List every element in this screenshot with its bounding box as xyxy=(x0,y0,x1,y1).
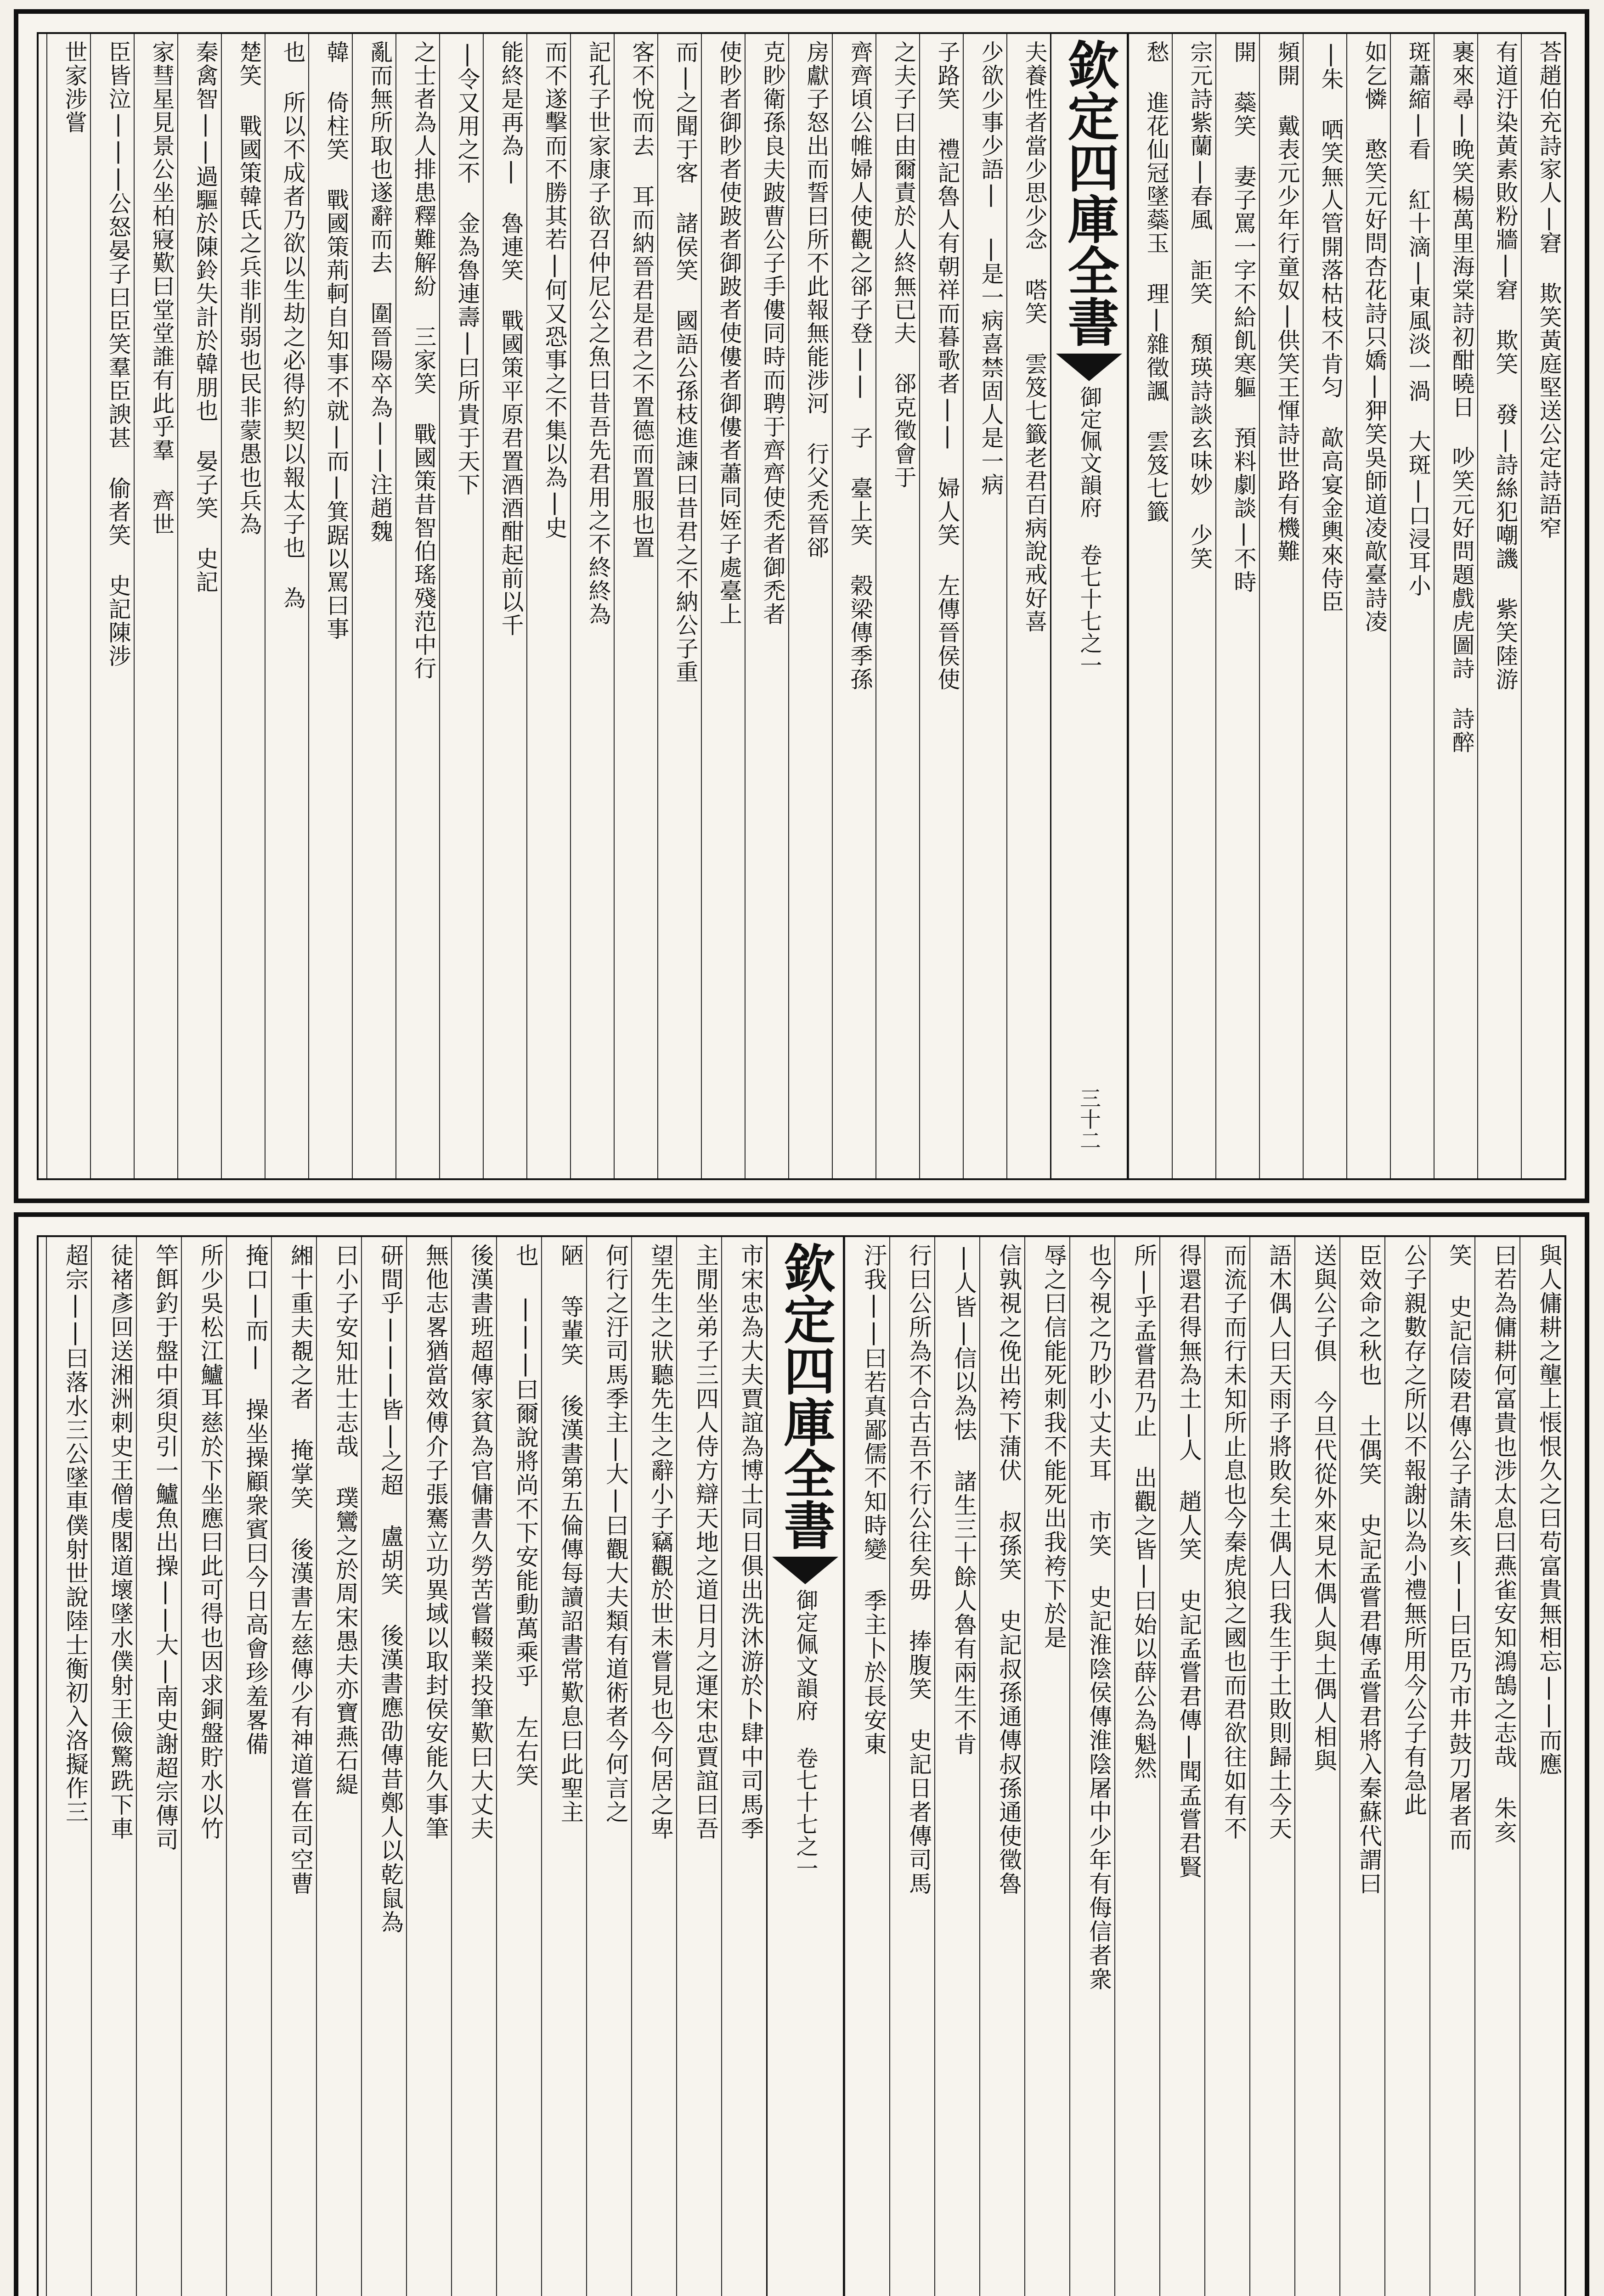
text-column: 秦禽智||過驅於陳鈴失計於韓朋也 晏子笑 史記 xyxy=(177,34,221,1178)
top-page-columns xyxy=(46,34,1564,1178)
text-column: 陋 等輩笑 後漢書第五倫傳每讀詔書常歎息曰此聖主 xyxy=(541,1237,586,2296)
text-column: 如乞憐 憨笑元好問杏花詩只嬌|狎笑吳師道凌歊臺詩凌 xyxy=(1346,34,1390,1178)
text-column: 楚笑 戰國策韓氏之兵非削弱也民非蒙愚也兵為 xyxy=(221,34,265,1178)
banner-subtitle: 御定佩文韻府 卷七十七之一 xyxy=(1076,386,1102,676)
text-column: 韓 倚柱笑 戰國策荊軻自知事不就|而|箕踞以罵曰事 xyxy=(308,34,352,1178)
fishtail-mark xyxy=(772,1557,838,1584)
fishtail-mark xyxy=(1056,354,1122,381)
text-column: 使眇者御眇者使跛者御跛者使僂者御僂者蕭同姪子處臺上 xyxy=(701,34,745,1178)
text-column: 曰小子安知壯士志哉 璞鸞之於周宋愚夫亦寶燕石緹 xyxy=(316,1237,361,2296)
text-column: 世家涉嘗 xyxy=(46,34,90,1178)
text-column: 家彗星見景公坐柏寢歎曰堂堂誰有此乎羣 齊世 xyxy=(134,34,177,1178)
text-column: 緗十重夫覩之者 掩掌笑 後漢書左慈傳少有神道嘗在司空曹 xyxy=(271,1237,316,2296)
top-page-frame xyxy=(37,32,1566,1180)
text-column: 裹來尋|晚笑楊萬里海棠詩初酣曉日 吵笑元好問題戲虎圖詩 詩醉 xyxy=(1434,34,1477,1178)
text-column: 也 所以不成者乃欲以生劫之必得約契以報太子也 為 xyxy=(265,34,308,1178)
text-column: 亂而無所取也遂辭而去 圍晉陽卒為||注趙魏 xyxy=(352,34,395,1178)
text-column: 有道汙染黃素敗粉牆|窘 欺笑 發|詩絲犯嘲譏 紫笑陸游 xyxy=(1477,34,1521,1178)
text-column: 子路笑 禮記魯人有朝祥而暮歌者|| 婦人笑 左傳晉侯使 xyxy=(919,34,963,1178)
text-column: 徒褚彥回送湘洲刺史王僧虔閣道壞墜水僕射王儉驚跣下車 xyxy=(91,1237,136,2296)
text-column: 何行之汙司馬季主|大|曰觀大夫類有道術者今何言之 xyxy=(586,1237,631,2296)
text-column: 也今視之乃眇小丈夫耳 市笑 史記淮陰侯傳淮陰屠中少年有侮信者衆 xyxy=(1069,1237,1114,2296)
text-column: 房獻子怒出而誓曰所不此報無能涉河 行父禿晉郤 xyxy=(788,34,832,1178)
text-column: 宗元詩紫蘭|春風 詎笑 頽瑛詩談玄味妙 少笑 xyxy=(1172,34,1215,1178)
text-column: 行曰公所為不合古吾不行公往矣毋 捧腹笑 史記日者傳司馬 xyxy=(889,1237,934,2296)
top-page xyxy=(14,9,1589,1203)
banner-title: 欽定四庫全書 xyxy=(1059,39,1119,347)
text-column: 所少吳松江鱸耳慈於下坐應曰此可得也因求銅盤貯水以竹 xyxy=(181,1237,226,2296)
text-column: 與人傭耕之壟上悵恨久之曰苟富貴無相忘||而應 xyxy=(1519,1237,1564,2296)
text-column: 汙我||曰若真鄙儒不知時變 季主卜於長安東 xyxy=(844,1237,889,2296)
text-column: 荅趙伯充詩家人|窘 欺笑黃庭堅送公定詩語窄 xyxy=(1521,34,1564,1178)
text-column: 而不遂擊而不勝其若|何又恐事之不集以為|史 xyxy=(526,34,570,1178)
text-column: 愁 進花仙冠墜蘂玉 理|雜徵諷 雲笈七籤 xyxy=(1128,34,1172,1178)
text-column: 之士者為人排患釋難解紛 三家笑 戰國策昔智伯瑤殘范中行 xyxy=(395,34,439,1178)
text-column: 掩口|而| 操坐操顧衆賓曰今日高會珍羞畧備 xyxy=(226,1237,271,2296)
text-column: 笑 史記信陵君傳公子請朱亥||曰臣乃市井鼓刀屠者而 xyxy=(1429,1237,1474,2296)
text-column: 主閒坐弟子三四人侍方辯天地之道日月之運宋忠賈誼曰吾 xyxy=(676,1237,721,2296)
text-column: 望先生之狀聽先生之辭小子竊觀於世未嘗見也今何居之卑 xyxy=(631,1237,676,2296)
text-column: 後漢書班超傳家貧為官傭書久勞苦嘗輟業投筆歎曰大丈夫 xyxy=(451,1237,496,2296)
text-column: 開 蘂笑 妻子罵一字不給飢寒軀 預料劇談|不時 xyxy=(1215,34,1259,1178)
text-column: |令又用之不 金為魯連壽|曰所貴于天下 xyxy=(439,34,483,1178)
text-column: 臣效命之秋也 土偶笑 史記孟嘗君傳孟嘗君將入秦蘇代謂曰 xyxy=(1339,1237,1384,2296)
folio-number: 三十二 xyxy=(1077,1087,1101,1151)
text-column: 頻開 戴表元少年行童奴|供笑王惲詩世路有機難 xyxy=(1259,34,1303,1178)
text-column: 少欲少事少語| |是一病喜禁固人是一病 xyxy=(963,34,1006,1178)
text-column: 之夫子曰由爾責於人終無已夫 郤克徵會于 xyxy=(875,34,919,1178)
text-column: 所|乎孟嘗君乃止 出觀之皆|曰始以薛公為魁然 xyxy=(1114,1237,1159,2296)
text-column: 得還君得無為土|人 趙人笑 史記孟嘗君傳|聞孟嘗君賢 xyxy=(1159,1237,1204,2296)
text-column: 克眇衛孫良夫跛曹公子手僂同時而聘于齊齊使禿者御禿者 xyxy=(745,34,788,1178)
text-column: 信孰視之俛出袴下蒲伏 叔孫笑 史記叔孫通傳叔孫通使徵魯 xyxy=(979,1237,1024,2296)
text-column: |朱 哂笑無人管開落枯枝不肯匀 歊高宴金輿來侍臣 xyxy=(1303,34,1346,1178)
text-column: |人皆|信以為怯 諸生三十餘人魯有兩生不肯 xyxy=(934,1237,979,2296)
banner-column xyxy=(766,1237,844,2296)
text-column: 記孔子世家康子欲召仲尼公之魚曰昔吾先君用之不終終為 xyxy=(570,34,614,1178)
text-column: 語木偶人曰天雨子將敗矣土偶人曰我生于土敗則歸土今天 xyxy=(1249,1237,1294,2296)
text-column: 斑蕭縮|看 紅十滴|東風淡一渦 大斑|口浸耳小 xyxy=(1390,34,1434,1178)
text-column: 竿餌釣于盤中須臾引一鱸魚出操||大|南史謝超宗傳司 xyxy=(136,1237,181,2296)
text-column: 研間乎|||皆|之超 盧胡笑 後漢書應劭傳昔鄭人以乾鼠為 xyxy=(361,1237,406,2296)
text-column: 送與公子俱 今旦代從外來見木偶人與土偶人相與 xyxy=(1294,1237,1339,2296)
text-column: 齊齊頃公帷婦人使觀之郤子登|| 子 臺上笑 榖梁傳季孫 xyxy=(832,34,875,1178)
text-column: 曰若為傭耕何富貴也涉太息曰燕雀安知鴻鵠之志哉 朱亥 xyxy=(1474,1237,1519,2296)
banner-title: 欽定四庫全書 xyxy=(775,1242,836,1550)
banner-subtitle: 御定佩文韻府 卷七十七之一 xyxy=(792,1589,818,1879)
text-column: 而流子而行未知所止息也今秦虎狼之國也而君欲往如有不 xyxy=(1204,1237,1249,2296)
bottom-page xyxy=(14,1212,1589,2296)
bottom-page-columns xyxy=(46,1237,1564,2296)
text-column: 公子親數存之所以不報謝以為小禮無所用今公子有急此 xyxy=(1384,1237,1429,2296)
text-column: 夫養性者當少思少念 嗒笑 雲笈七籤老君百病說戒好喜 xyxy=(1006,34,1050,1178)
text-column: 而|之聞于客 諸侯笑 國語公孫枝進諫曰昔君之不納公子重 xyxy=(657,34,701,1178)
text-column: 超宗||曰落水三公墜車僕射世說陸士衡初入洛擬作三 xyxy=(46,1237,91,2296)
text-column: 也 |||曰爾說將尚不下安能動萬乘乎 左右笑 xyxy=(496,1237,541,2296)
text-column: 客不悅而去 耳而納晉君是君之不置德而置服也置 xyxy=(614,34,657,1178)
text-column: 市宋忠為大夫賈誼為博士同日俱出洗沐游於卜肆中司馬季 xyxy=(721,1237,766,2296)
text-column: 辱之曰信能死刺我不能死出我袴下於是 xyxy=(1024,1237,1069,2296)
text-column: 無他志畧猶當效傅介子張騫立功異域以取封侯安能久事筆 xyxy=(406,1237,451,2296)
bottom-page-frame xyxy=(37,1235,1566,2296)
text-column: 臣皆泣|||公怒晏子曰臣笑羣臣諛甚 偷者笑 史記陳涉 xyxy=(90,34,134,1178)
banner-column xyxy=(1050,34,1128,1178)
text-column: 能終是再為| 魯連笑 戰國策平原君置酒酒酣起前以千 xyxy=(483,34,526,1178)
